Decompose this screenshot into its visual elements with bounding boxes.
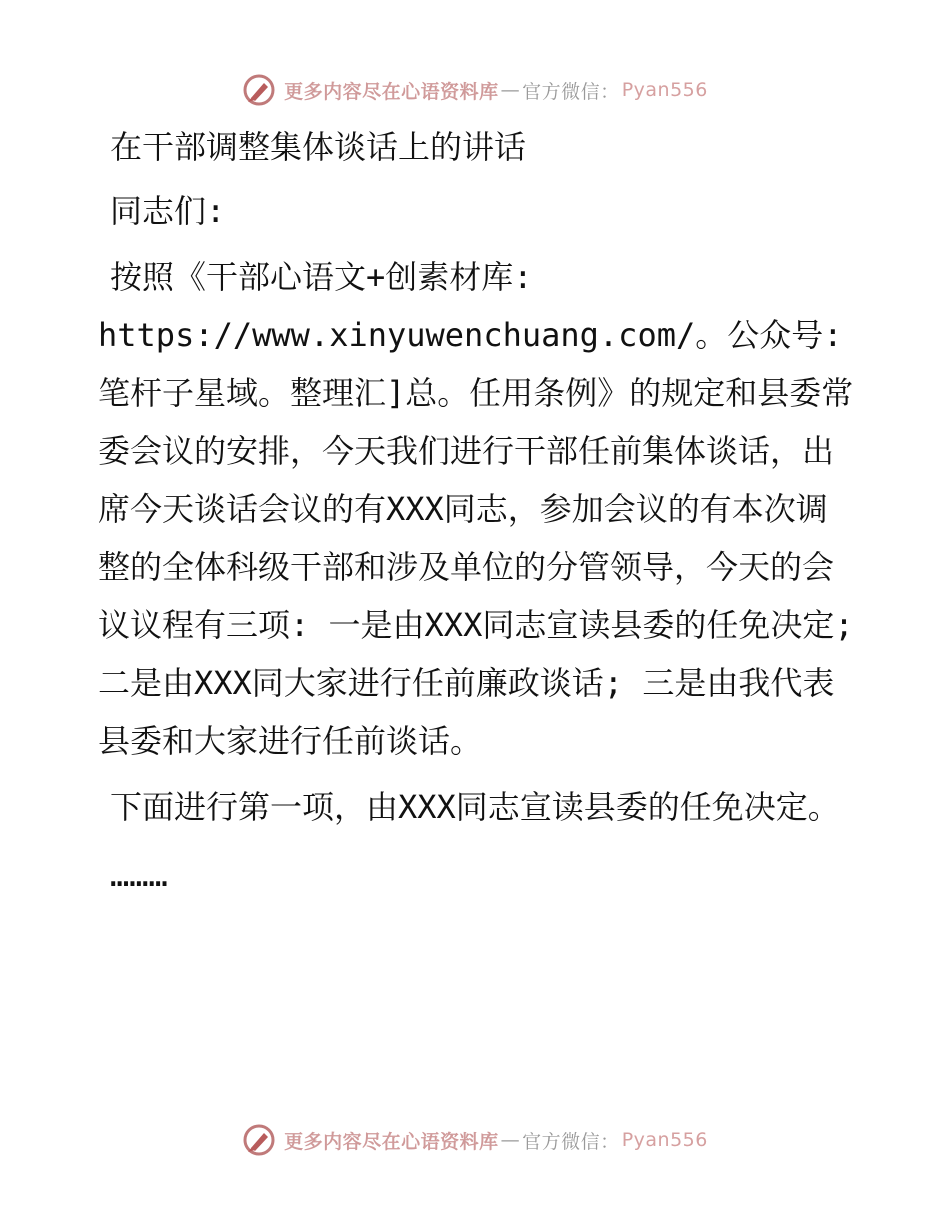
ellipsis: ……… [110,856,168,894]
watermark-separator: — [500,79,521,101]
watermark-footer [0,1120,950,1160]
document-body [98,118,858,904]
greeting: 同志们: [110,192,226,230]
watermark-brand: 更多内容尽在心语资料库 [284,80,499,103]
paragraph-2: 下面进行第一项，由XXX同志宣读县委的任免决定。 [110,788,840,826]
pen-nib-circle-icon [242,1123,276,1157]
watermark-text [284,77,708,104]
document-title: 在干部调整集体谈话上的讲话 [110,128,527,166]
watermark-official-label: 官方微信： [522,80,620,103]
watermark-brand: 更多内容尽在心语资料库 [284,1130,499,1153]
watermark-handle: Pyan556 [621,1129,708,1151]
paragraph-1: 按照《干部心语文+创素材库: https://www.xinyuwenchuang.com/。公众号: 笔杆子星域。整理汇]总。任用条例》的规定和县委常委会议的安排，今天我们进行干部任前集体谈话，出席今天谈话会议的有XXX同志，参加会议的有本次调整的全体科级干部和涉及单位的分管领导，今天的会议议程有三项: 一是由XXX同志宣读县委的任免决定; 二是由XXX同大家进行任前廉政谈话; 三是由我代表县委和大家进行任前谈话。 [98,258,854,760]
watermark-text [284,1127,708,1154]
watermark-header [0,70,950,110]
watermark-official-label: 官方微信： [522,1130,620,1153]
watermark-handle: Pyan556 [621,79,708,101]
pen-nib-circle-icon [242,73,276,107]
watermark-separator: — [500,1129,521,1151]
